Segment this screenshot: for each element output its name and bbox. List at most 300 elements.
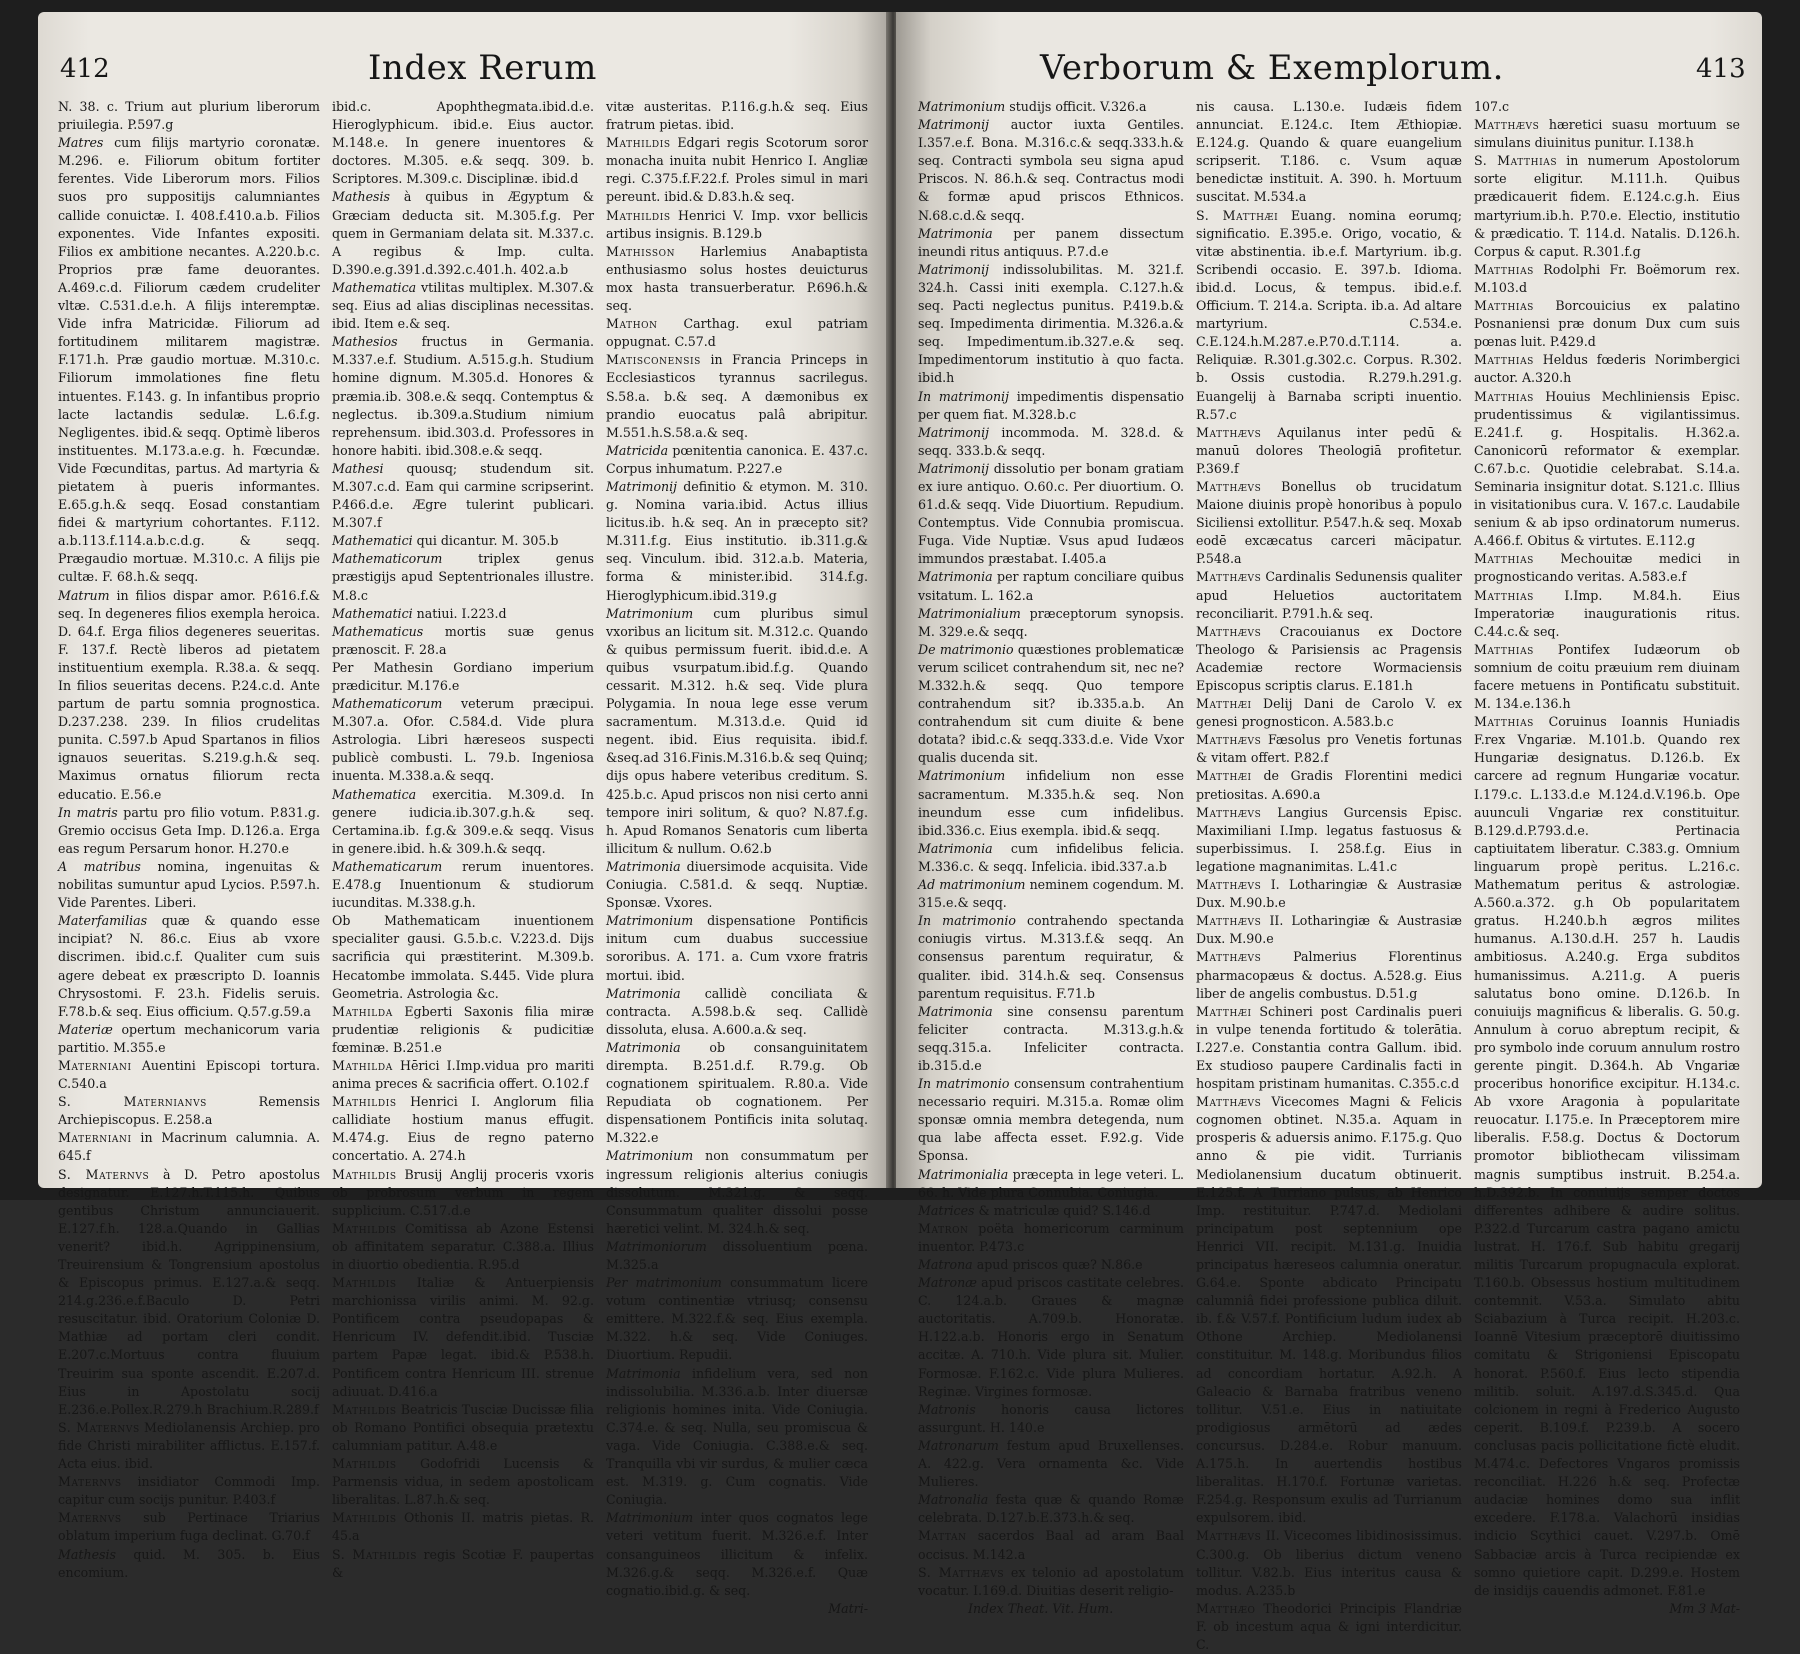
- entry-text: à D. Petro apostolus designatur. E.127.h.T.115.h. Quibus gentibus Christum annunciauerit. E.127.f.h. 128.a.Quando in Gallias venerit? ibid.h. Agrippinensium, Treuirensium & Tongrensium apostolus & Episcopus primus. E.127.a.& seqq. 214.g.236.e.f.Baculo D. Petri resuscitatur. ibid. Oratorium Coloniæ D. Mathiæ ad portam cleri condit. E.207.c.Mortuus contra fluuium Treuirim sua sponte ascendit. E.207.d. Eius in Apostolatu socij E.236.e.Pollex.R.279.h Brachium.R.289.f: [58, 1166, 320, 1417]
- entry-headword: Mathematicus: [332, 623, 424, 639]
- entry-text: Brusij Anglij proceris vxoris ob probrosum verbum in regem supplicium. C.517.d.e: [332, 1166, 594, 1218]
- entry-text: ob consanguinitatem dirempta. B.251.d.f. R.79.g. Ob cognationem spiritualem. R.80.a. Vide Repudiata ob cognationem. Per dispensationem Pontificis inita solutaq. M.322.e: [606, 1039, 868, 1146]
- index-entry: [332, 98, 594, 188]
- entry-name: S. Maternvs: [58, 1166, 150, 1182]
- index-entry: [58, 1021, 320, 1057]
- entry-headword: Matrimonia: [606, 858, 681, 874]
- index-entry: [918, 1600, 1184, 1618]
- index-entry: [332, 333, 594, 460]
- index-entry: [1196, 424, 1462, 478]
- index-entry: [58, 587, 320, 804]
- entry-text: non consummatum per ingressum religionis alterius coniugis dissolutum. M.321.g. & seqq. Consummatum qualiter dissolui posse hæretici velint. M. 324.h.& seq.: [606, 1148, 868, 1236]
- index-entry: [1474, 297, 1740, 351]
- index-entry: [58, 134, 320, 586]
- entry-name: Matthævs: [1196, 732, 1262, 748]
- entry-name: Matthævs: [1196, 877, 1262, 893]
- entry-text: Schineri post Cardinalis pueri in vulpe tenenda fortitudo & tolerātia. I.227.e. Constantia contra Gallum. ibid. Ex studioso paupere Cardinalis facti in hospitam pristinam humanitas. C.355.c.d: [1196, 1003, 1462, 1092]
- entry-headword: Matrimonia: [918, 840, 993, 856]
- entry-text: consensum contrahentium necessario requiri. M.315.a. Romæ olim sponsæ omnia membra detegenda, num qua labe affecta esset. F.92.g. Vide Sponsa.: [918, 1076, 1184, 1164]
- entry-name: Materniani: [58, 1057, 132, 1073]
- entry-text: Coruinus Ioannis Huniadis F.rex Vngariæ. M.101.b. Quando rex Hungariæ designatus. D.126.b. Ex carcere ad regnum Hungariæ vocatur. I.179.c. L.133.d.e M.124.d.V.196.b. Ope auunculi Vngariæ rex constituitur. B.129.d.P.793.d.e. Pertinacia captiuitatem liberatur. C.383.g. Omnium linguarum propè peritus. L.216.c. Mathematum peritus & astrologiæ. A.560.a.372. g.h Ob popularitatem gratus. H.240.b.h ægros milites humanus. A.130.d.H. 257 h. Laudis ambitiosus. A.240.g. Erga subditos humanissimus. A.211.g. A pueris salutatus bono omine. D.126.b. In conuiuijs magnificus & liberalis. G. 50.g. Annulum à coruo abreptum recipit, & pro symbolo inde coruum annulum rostro gerente pingit. D.364.h. Ab Vngariæ proceribus honorifice excipitur. H.134.c. Ab vxore Aragonia à popularitate reuocatur. I.175.e. In Præceptorem mire liberalis. F.58.g. Doctus & Doctorum promotor bibliothecam vilissimam magnis sumptibus instruit. B.254.a. h.D.392.b. In conuiuijs semper doctos differentes adhibere & audire solitus. P.322.d Turcarum castra pagano amictu lustrat. H. 176.f. Sub habitu gregarij militis Turcarum propugnacula explorat. T.160.b. Obsessus hostium multitudinem contemnit. V.53.a. Simulato abitu Sciabazium à Turca recipit. H.203.c. Ioannē Vitesium præceptorē diuitissimo comitatu & Strigoniensi Episcopatu honorat. P.560.f. Eius lecto stipendia militib. soluit. A.197.d.S.345.d. Qua colcionem in regni à Frederico Augusto ceperit. B.109.f. P.239.b. A socero conclusas pacis pollicitatione fictè eludit. M.474.c. Defectores Vngaros promissis reconciliat. H.226 h.& seq. Profectæ audaciæ homines domo sua inflit excedere. F.178.a. Valachorū insidias indicio Scythici cauet. V.297.b. Omē Sabbaciæ arcis à Turca recipiendæ ex somno quietiore capit. D.299.e. Hostem de insidijs cauendis admonet. F.81.e: [1474, 714, 1740, 1598]
- entry-text: infidelium vera, sed non indissolubilia. M.336.a.b. Inter diuersæ religionis homines inita. Vide Coniugia. C.374.e. & seq. Nulla, seu promiscua & vaga. Vide Coniugia. C.388.e.& seq. Tranquilla vbi vir surdus, & mulier cæca est. M.319. g. Cum cognatis. Vide Coniugia.: [606, 1365, 868, 1508]
- index-entry: [58, 1473, 320, 1509]
- index-entry: [332, 1003, 594, 1057]
- index-entry: [606, 1147, 868, 1237]
- entry-text: Beatricis Tusciæ Ducissæ filia ob Romano Pontifici obsequia prætextu calumniam patitur. A.48.e: [332, 1401, 594, 1453]
- entry-name: Matthævs: [1196, 1528, 1262, 1544]
- entry-headword: Matrimonialia: [918, 1166, 1009, 1182]
- entry-name: Matthias: [1474, 714, 1534, 730]
- entry-text: Borcouicius ex palatino Posnaniensi præ donum Dux cum suis pœnas luit. P.429.d: [1474, 298, 1740, 350]
- index-entry: [918, 876, 1184, 912]
- index-entry: [918, 1256, 1184, 1274]
- entry-text: ibid.c. Apophthegmata.ibid.d.e. Hieroglyphicum. ibid.e. Eius auctor. M.148.e. In genere inuentores & doctores. M.305. e.& seqq. 309. b. Scriptores. M.309.c. Disciplinæ. ibid.d: [332, 99, 594, 187]
- entry-name: Mathilda: [332, 1057, 393, 1073]
- entry-name: Matthævs: [1196, 623, 1262, 639]
- entry-headword: Matrum: [58, 587, 110, 603]
- entry-text: Cracouianus ex Doctore Theologo & Parisiensis ac Pragensis Academiæ rectore Wormaciensis Episcopus scriptis clarus. E.181.h: [1196, 623, 1462, 693]
- entry-text: per raptum conciliare quibus vsitatum. L. 162.a: [918, 569, 1184, 603]
- entry-text: Cardinalis Sedunensis qualiter apud Heluetios auctoritatem reconciliarit. P.791.h.& seq.: [1196, 569, 1462, 621]
- entry-text: Carthag. exul patriam oppugnat. C.57.d: [606, 316, 868, 350]
- entry-name: Matthæo: [1196, 1600, 1256, 1616]
- entry-name: Materniani: [58, 1130, 132, 1146]
- right-column-3: [1474, 98, 1740, 1616]
- entry-headword: Matrona: [918, 1257, 973, 1272]
- entry-headword: In matrimonij: [918, 388, 1009, 404]
- index-entry: [1196, 1527, 1462, 1599]
- index-entry: [918, 1003, 1184, 1075]
- entry-text: Edgari regis Scotorum soror monacha inuita nubit Henrico I. Angliæ regi. C.375.f.F.22.f. Proles simul in mari pereunt. ibid.& D.83.h.& seq.: [606, 135, 868, 205]
- entry-headword: Matronis: [918, 1401, 976, 1417]
- index-entry: [1196, 478, 1462, 568]
- entry-headword: Matrimonium: [606, 1148, 694, 1164]
- index-entry: [606, 442, 868, 478]
- index-entry: [918, 1166, 1184, 1202]
- entry-text: inter quos cognatos lege veteri vetitum fuerit. M.326.e.f. Inter consanguineos illicitum & infelix. M.326.g.& seqq. M.326.e.f. Quæ cognatio.ibid.g. & seq.: [606, 1510, 868, 1598]
- right-page-header: [896, 36, 1762, 88]
- entry-text: Comitissa ab Azone Estensi ob affinitatem separatur. C.388.a. Illius in diuortio obedientia. R.95.d: [332, 1220, 594, 1272]
- entry-headword: Materfamilias: [58, 913, 148, 929]
- entry-text: cum infidelibus felicia. M.336.c. & seqq. Infelicia. ibid.337.a.b: [918, 840, 1184, 874]
- entry-text: mortis suæ genus prænoscit. F. 28.a: [332, 623, 594, 657]
- entry-name: Matisconensis: [606, 352, 701, 368]
- entry-name: Matthæi: [1196, 768, 1252, 784]
- entry-text: exercitia. M.309.d. In genere iudicia.ib.307.g.h.& seq. Certamina.ib. f.g.& 309.e.& seqq. Visus in genere.ibid. h.& 309.h.& seqq.: [332, 786, 594, 856]
- index-entry: [332, 1455, 594, 1509]
- index-entry: [1474, 388, 1740, 551]
- index-entry: [332, 605, 594, 623]
- index-entry: [332, 659, 594, 695]
- index-entry: [918, 1220, 1184, 1256]
- entry-text: de Gradis Florentini medici pretiositas. A.690.a: [1196, 768, 1462, 802]
- index-entry: [58, 1546, 320, 1582]
- entry-name: S. Maternvs: [58, 1419, 140, 1435]
- index-entry: [1474, 261, 1740, 297]
- entry-headword: Matrimonia: [918, 225, 993, 241]
- entry-headword: Matrimonia: [918, 569, 993, 585]
- entry-name: Mathilda: [332, 1003, 393, 1019]
- entry-text: Matri-: [828, 1600, 868, 1616]
- index-entry: [918, 605, 1184, 641]
- entry-text: neminem cogendum. M. 315.e.& seqq.: [918, 877, 1184, 911]
- entry-name: Mathildis: [606, 207, 671, 223]
- index-entry: [58, 804, 320, 858]
- index-entry: [918, 1075, 1184, 1165]
- entry-headword: Mathesis: [332, 189, 390, 205]
- index-entry: [606, 1509, 868, 1599]
- entry-headword: Matronæ: [918, 1275, 978, 1291]
- entry-text: Theodorici Principis Flandriæ F. ob incestum aqua & igni interdicitur. C.: [1196, 1600, 1462, 1652]
- entry-text: Godofridi Lucensis & Parmensis vidua, in sedem apostolicam liberalitas. L.87.h.& seq.: [332, 1456, 594, 1508]
- entry-headword: Matrimoniorum: [606, 1238, 707, 1254]
- entry-text: Delij Dani de Carolo V. ex genesi prognosticon. A.583.b.c: [1196, 696, 1462, 730]
- entry-name: Matthias: [1474, 388, 1534, 404]
- entry-text: quæ & quando esse incipiat? N. 86.c. Eius ab vxore discrimen. ibid.c.f. Qualiter cum suis agere debeat ex præscripto D. Ioannis Chrysostomi. F. 23.h. Fidelis seruis. F.78.b.& seq. Eius officium. Q.57.g.59.a: [58, 913, 320, 1019]
- entry-text: infidelium non esse sacramentum. M.335.h.& seq. Non ineundum esse cum infidelibus. ibid.336.c. Eius exempla. ibid.& seqq.: [918, 768, 1184, 838]
- index-entry: [332, 1057, 594, 1093]
- entry-text: in Francia Princeps in Ecclesiasticos tyrannus sacrilegus. S.58.a. b.& seq. A dæmonibus ex prandio euocatus palâ abripitur. M.551.h.S.58.a.& seq.: [606, 352, 868, 440]
- index-entry: [58, 1419, 320, 1473]
- entry-text: Henrici I. Anglorum filia callidiate hostium manus effugit. M.474.g. Eius de regno paterno concertatio. A. 274.h: [332, 1094, 594, 1164]
- index-entry: [1474, 1600, 1740, 1618]
- entry-headword: Mathematica: [332, 786, 417, 802]
- entry-text: definitio & etymon. M. 310. g. Nomina varia.ibid. Actus illius licitus.ib. h.& seq. An in præcepto sit? M.311.f.g. Eius institutio. ib.311.g.& seq. Vinculum. ibid. 312.a.b. Materia, forma & minister.ibid. 314.f.g. Hieroglyphicum.ibid.319.g: [606, 478, 868, 603]
- entry-headword: Matrimonia: [606, 985, 681, 1001]
- index-entry: [918, 840, 1184, 876]
- entry-text: Henrici V. Imp. vxor bellicis artibus insignis. B.129.b: [606, 207, 868, 241]
- index-entry: [918, 460, 1184, 569]
- index-entry: [918, 261, 1184, 388]
- index-entry: [332, 912, 594, 1002]
- index-entry: [332, 1509, 594, 1545]
- entry-name: Mathildis: [606, 135, 671, 151]
- entry-text: rerum inuentores. E.478.g Inuentionum & studiorum iucunditas. M.338.g.h.: [332, 858, 594, 911]
- index-entry: [1196, 1093, 1462, 1527]
- index-entry: [58, 1057, 320, 1093]
- entry-headword: Per matrimonium: [606, 1275, 722, 1291]
- index-entry: [58, 1129, 320, 1165]
- index-entry: [918, 1527, 1184, 1563]
- index-entry: [1196, 767, 1462, 803]
- entry-headword: Matrimonia: [606, 1039, 681, 1055]
- entry-text: Palmerius Florentinus pharmacopæus & doctus. A.528.g. Eius liber de angelis combustus. D.51.g: [1196, 949, 1462, 1001]
- entry-headword: Matrimonialium: [918, 605, 1021, 621]
- entry-name: Matron: [918, 1220, 969, 1236]
- entry-text: Aquilanus inter pedū & manuū dolores Theologiā profitetur. P.369.f: [1196, 424, 1462, 476]
- left-column-3: [606, 98, 868, 1616]
- entry-text: contrahendo spectanda coniugis virtus. M.313.f.& seqq. An consensus parentum requiratur, & qualiter. ibid. 314.h.& seq. Consensus parentum requisitus. F.71.b: [918, 913, 1184, 1001]
- index-entry: [918, 1202, 1184, 1220]
- entry-text: I. Lotharingiæ & Austrasiæ Dux. M.90.b.e: [1196, 877, 1462, 911]
- entry-text: Ob Mathematicam inuentionem specialiter gausi. G.5.b.c. V.223.d. Dijs sacrificia qui præstiterint. M.309.b. Hecatombe immolata. S.445. Vide plura Geometria. Astrologia &c.: [332, 913, 594, 1001]
- index-entry: [1474, 641, 1740, 713]
- entry-name: S. Matthævs: [918, 1564, 1005, 1580]
- index-entry: [1196, 1003, 1462, 1093]
- entry-headword: Matrimonium: [606, 1510, 694, 1526]
- index-entry: [606, 351, 868, 441]
- entry-headword: Mathesios: [332, 334, 398, 350]
- entry-headword: A matribus: [58, 858, 141, 874]
- entry-text: Langius Gurcensis Episc. Maximiliani I.Imp. legatus fastuosus & superbissimus. I. 258.f.g. Eius in legatione magnanimitas. L.41.c: [1196, 804, 1462, 874]
- entry-text: honoris causa lictores assurgunt. H. 140.e: [918, 1401, 1184, 1435]
- entry-text: qui dicantur. M. 305.b: [416, 533, 559, 549]
- entry-headword: Matrimonia: [918, 1003, 993, 1019]
- entry-text: auctor iuxta Gentiles. I.357.e.f. Bona. M.316.c.& seqq.333.h.& seq. Contracti symbola seu signa apud Priscos. N. 86.h.& seq. Contractus modi & formæ apud priscos Ethnicos. N.68.c.d.& seqq.: [918, 117, 1184, 223]
- entry-text: in Macrinum calumnia. A. 645.f: [58, 1130, 320, 1164]
- entry-text: cum pluribus simul vxoribus an licitum sit. M.312.c. Quando & quibus permissum fuerit. ibid.d.e. A quibus vsurpatum.ibid.f.g. Quando cessarit. M.312. h.& seq. Vide plura Polygamia. In noua lege esse verum sacramentum. M.313.d.e. Quid id negent. ibid. Eius requisita. ibid.f. &seq.ad 316.Finis.M.316.b.& seq Quinq; dijs opus habere veteribus creditum. S. 425.b.c. Apud priscos non nisi certo anni tempore iniri solitum, & quo? N.87.f.g. h. Apud Romanos Senatoris cum liberta illicitum & nullum. O.62.b: [606, 605, 868, 856]
- entry-headword: Ad matrimonium: [918, 877, 1026, 893]
- index-entry: [606, 1238, 868, 1274]
- entry-text: Per Mathesin Gordiano imperium prædicitur. M.176.e: [332, 659, 594, 693]
- index-entry: [918, 424, 1184, 460]
- entry-headword: Matrimonium: [606, 605, 694, 621]
- entry-text: dispensatione Pontificis initum cum duabus successiue sororibus. A. 171. a. Cum vxore fratris mortui. ibid.: [606, 913, 868, 983]
- index-entry: [606, 1600, 868, 1618]
- entry-text: diuersimode acquisita. Vide Coniugia. C.581.d. & seqq. Nuptiæ. Sponsæ. Vxores.: [606, 858, 868, 911]
- index-entry: [918, 912, 1184, 1002]
- index-entry: [918, 568, 1184, 604]
- left-column-1: [58, 98, 320, 1580]
- entry-text: triplex genus præstigijs apud Septentrionales illustre. M.8.c: [332, 551, 594, 603]
- entry-text: II. Vicecomes libidinosissimus. C.300.g. Ob liberius dictum veneno tollitur. V.82.b. Eius interitus causa & modus. A.235.b: [1196, 1528, 1462, 1598]
- entry-text: Remensis Archiepiscopus. E.258.a: [58, 1094, 320, 1128]
- index-entry: [606, 243, 868, 315]
- right-page-number: 413: [1696, 54, 1746, 84]
- index-entry: [606, 98, 868, 134]
- entry-name: Matthias: [1474, 587, 1534, 603]
- entry-headword: Matronarum: [918, 1437, 999, 1453]
- index-entry: [58, 1166, 320, 1419]
- entry-headword: Matrimonium: [918, 768, 1006, 784]
- entry-headword: Matres: [58, 135, 104, 151]
- entry-name: Mattan: [918, 1528, 967, 1544]
- entry-text: I.Imp. M.84.h. Eius Imperatoriæ inaugurationis ritus. C.44.c.& seq.: [1474, 587, 1740, 639]
- entry-text: opertum mechanicorum varia partitio. M.355.e: [58, 1021, 320, 1055]
- entry-text: Harlemius Anabaptista enthusiasmo solus hostes deuicturus mox hasta transuerberatur. P.696.h.& seq.: [606, 243, 868, 314]
- entry-headword: Matrimonij: [918, 261, 990, 277]
- index-entry: [1196, 568, 1462, 622]
- entry-name: Matthævs: [1196, 1094, 1262, 1110]
- index-entry: [1196, 98, 1462, 207]
- index-entry: [58, 98, 320, 134]
- entry-text: Auentini Episcopi tortura. C.540.a: [58, 1057, 320, 1092]
- index-entry: [1474, 351, 1740, 387]
- entry-text: dissolutio per bonam gratiam ex iure antiquo. O.60.c. Per diuortium. O. 61.d.& seqq. Vide Diuortium. Repudium. Contemptus. Vide Connubia promiscua. Fuga. Vide Nuptiæ. Vsus apud Iudæos immundos præstabat. I.405.a: [918, 460, 1184, 567]
- entry-text: Othonis II. matris pietas. R. 45.a: [332, 1510, 594, 1544]
- entry-headword: Matrimonium: [918, 99, 1006, 114]
- index-entry: [1196, 948, 1462, 1002]
- index-entry: [332, 550, 594, 604]
- index-entry: [918, 1274, 1184, 1401]
- entry-name: S. Matthæi: [1196, 207, 1279, 223]
- entry-name: Matthias: [1474, 298, 1534, 314]
- index-entry: [606, 1365, 868, 1510]
- entry-headword: In matris: [58, 804, 118, 820]
- right-page: [896, 12, 1762, 1652]
- entry-name: Mathon: [606, 316, 658, 332]
- entry-name: Mathildis: [332, 1166, 397, 1182]
- index-entry: [332, 858, 594, 912]
- entry-headword: In matrimonio: [918, 1076, 1010, 1092]
- index-entry: [332, 1093, 594, 1165]
- entry-headword: Matrimonij: [606, 478, 678, 494]
- entry-text: Italiæ & Antuerpiensis marchionissa virilis animi. M. 92.g. Pontificem contra pseudopapas & Henricum IV. defendit.ibid. Tusciæ partem Papæ legat. ibid.& P.538.h. Pontificem contra Henricum III. strenue adiuuat. D.416.a: [332, 1275, 594, 1399]
- index-entry: [1474, 98, 1740, 116]
- index-entry: [58, 912, 320, 1021]
- entry-text: Rodolphi Fr. Boëmorum rex. M.103.d: [1474, 261, 1740, 295]
- entry-text: sub Pertinace Triarius oblatum imperium fuga declinat. G.70.f: [58, 1510, 320, 1544]
- entry-name: Matthias: [1474, 352, 1534, 368]
- entry-text: regis Scotiæ F. paupertas &: [332, 1546, 594, 1580]
- entry-text: indissolubilitas. M. 321.f. 324.h. Cassi initi exempla. C.127.h.& seq. Pacti neglectus punitus. P.419.b.& seq. Impedimenta dirimentia. M.326.a.& seq. Impedimentum.ib.327.e.& seq. Impedimentorum institutio à quo facta. ibid.h: [918, 261, 1184, 386]
- index-entry: [1196, 1600, 1462, 1654]
- entry-headword: Mathematica: [332, 279, 417, 295]
- right-column-1: [918, 98, 1185, 1616]
- index-entry: [918, 1491, 1184, 1527]
- index-entry: [918, 767, 1184, 839]
- entry-text: sacerdos Baal ad aram Baal occisus. M.142.a: [918, 1528, 1184, 1562]
- index-entry: [606, 315, 868, 351]
- entry-text: dissoluentium pœna. M.325.a: [606, 1238, 868, 1272]
- index-entry: [332, 532, 594, 550]
- index-entry: [918, 1401, 1184, 1437]
- entry-text: Mm 3 Mat-: [1669, 1600, 1740, 1616]
- entry-name: S. Mathildis: [332, 1546, 418, 1562]
- entry-text: vtilitas multiplex. M.307.& seq. Eius ad alias disciplinas necessitas. ibid. Item e.& seq.: [332, 279, 594, 332]
- entry-headword: Matrimonia: [606, 1365, 681, 1381]
- entry-name: Matthias: [1474, 261, 1534, 277]
- left-page-title: Index Rerum: [368, 48, 597, 88]
- index-entry: [332, 1220, 594, 1274]
- entry-headword: Mathesi: [332, 460, 384, 476]
- index-entry: [1196, 804, 1462, 876]
- index-entry: [1474, 587, 1740, 641]
- index-entry: [332, 1546, 594, 1582]
- entry-name: Maternvs: [58, 1510, 122, 1526]
- index-entry: [58, 858, 320, 912]
- entry-name: Matthævs: [1196, 913, 1262, 929]
- index-entry: [606, 207, 868, 243]
- entry-headword: Mathematici: [332, 533, 413, 549]
- entry-headword: Matrimonij: [918, 117, 990, 133]
- entry-text: Mediolanensis Archiep. pro fide Christi mirabiliter afflictus. E.157.f. Acta eius. ibid.: [58, 1419, 320, 1472]
- entry-text: sine consensu parentum feliciter contracta. M.313.g.h.& seqq.315.a. Infeliciter contracta. ib.315.d.e: [918, 1003, 1184, 1073]
- index-entry: [1196, 876, 1462, 912]
- index-entry: [332, 1166, 594, 1220]
- entry-name: S. Matthias: [1474, 153, 1558, 169]
- entry-text: nomina, ingenuitas & nobilitas sumuntur apud Lycios. P.597.h. Vide Parentes. Liberi.: [58, 858, 320, 911]
- index-entry: [332, 1401, 594, 1455]
- left-page-header: [38, 36, 890, 88]
- entry-text: fructus in Germania. M.337.e.f. Studium. A.515.g.h. Studium homine dignum. M.305.d. Honores & præmia.ib. 308.e.& seqq. Contemptus & neglectus. ib.309.a.Studium nimium reprehensum. ibid.303.d. Professores in honore habiti. ibid.308.e.& seqq.: [332, 334, 594, 458]
- entry-headword: Matrimonium: [606, 913, 694, 929]
- index-entry: [332, 623, 594, 659]
- index-entry: [918, 225, 1184, 261]
- entry-name: Matthævs: [1196, 949, 1262, 965]
- entry-text: Vicecomes Magni & Felicis cognomen obtinet. N.35.a. Aquam in prosperis & aduersis animo. F.175.g. Quo anno & pie vidit. Turrianis Mediolanensium ducatum obtinuerit. E.125.f. A Turriano pulsus, ab Henrico Imp. restituitur. P.747.d. Mediolani principatum post septennium ope Henrici VII. recipit. M.131.g. Inuidia principatus hæreseos calumnia oneratur. G.64.e. Sponte abdicato Principatu calumniâ fidei professione publica diluit. ib. f.& V.57.f. Pontificium ludum iudex ab Othone Archiep. Mediolanensi constituitur. M. 148.g. Moribundus filios ad concordiam hortatur. A.92.h. A Galeacio & Barnaba fratribus veneno tollitur. V.51.e. Eius in natiuitate prodigiosus armētorū ad ædes concursus. D.284.e. Robur manuum. A.175.h. In auertendis hostibus liberalitas. H.170.f. Fortunæ varietas. F.254.g. Responsum exulis ad Turrianum expulsorem. ibid.: [1196, 1094, 1462, 1526]
- right-page-title: Verborum & Exemplorum.: [1040, 48, 1504, 88]
- entry-text: Hērici I.Imp.vidua pro mariti anima preces & sacrificia offert. O.102.f: [332, 1057, 594, 1092]
- index-entry: [918, 1437, 1184, 1491]
- entry-text: & matriculæ quid? S.146.d: [978, 1202, 1151, 1218]
- entry-headword: Materiæ: [58, 1021, 113, 1037]
- index-entry: [1196, 912, 1462, 948]
- index-entry: [58, 1093, 320, 1129]
- index-entry: [1196, 207, 1462, 424]
- index-entry: [58, 1509, 320, 1545]
- index-entry: [1196, 695, 1462, 731]
- left-column-2: [332, 98, 594, 1580]
- entry-headword: Mathematici: [332, 605, 413, 621]
- entry-name: Mathildis: [332, 1401, 397, 1417]
- entry-name: Mathildis: [332, 1275, 397, 1291]
- entry-text: hæretici suasu mortuum se simulans diuinitus punitur. I.138.h: [1474, 117, 1740, 151]
- entry-text: II. Lotharingiæ & Austrasiæ Dux. M.90.e: [1196, 913, 1462, 947]
- index-entry: [1196, 731, 1462, 767]
- entry-headword: Mathematicarum: [332, 858, 443, 874]
- entry-text: 107.c: [1474, 99, 1510, 114]
- entry-headword: Matrimonij: [918, 424, 990, 440]
- entry-text: N. 38. c. Trium aut plurium liberorum priuilegia. P.597.g: [58, 99, 320, 133]
- entry-text: per panem dissectum ineundi ritus antiquus. P.7.d.e: [918, 225, 1184, 259]
- entry-headword: Matrices: [918, 1202, 975, 1218]
- entry-text: incommoda. M. 328.d. & seqq. 333.b.& seqq.: [918, 424, 1184, 458]
- index-entry: [1196, 623, 1462, 695]
- entry-name: Maternvs: [58, 1474, 122, 1490]
- entry-text: in filios dispar amor. P.616.f.& seq. In degeneres filios exempla heroica. D. 64.f. Erga filios degeneres seueritas. F. 137.f. Rectè liberos ad pietatem instituentium exempla. R.38.a. & seqq. In filios seueritas decens. P.24.c.d. Ante partum de partu somnia prognostica. D.237.238. 239. In filios crudelitas punita. C.597.b Apud Spartanos in filios ignauos seueritas. S.219.g.h.& seq. Maximus ornatus filiorum recta educatio. E.56.e: [58, 587, 320, 802]
- index-entry: [606, 605, 868, 858]
- entry-name: Matthias: [1474, 641, 1534, 657]
- entry-text: cum filijs martyrio coronatæ. M.296. e. Filiorum obitum fortiter ferentes. Vide Liberorum mors. Filios suos pro suppositijs calumniantes callide conuictæ. I. 408.f.410.a.b. Filios exponentes. Vide Infantes expositi. Filios ex ambitione necantes. A.220.b.c. Proprios præ fame deuorantes. A.469.c.d. Filiorum cædem crudeliter vltæ. C.531.d.e.h. A filijs interemptæ. Vide infra Matricidæ. Filiorum ad fortitudinem militarem magistræ. F.171.h. Præ gaudio mortuæ. M.310.c. Filiorum immolationes fine fletu intuentes. F.143. g. In infantibus proprio lacte lactandis sedulæ. L.6.f.g. Negligentes. ibid.& seqq. Optimè liberos instituentes. M.173.a.e.g. h. Fœcundæ. Vide Fœcunditas, partus. Ad martyria & pietatem à pueris informantes. E.65.g.h.& seqq. Eosad constantiam fidei & martyrium cohortantes. F.112. a.b.113.f.114.a.b.c.d.g. & seqq. Prægaudio mortuæ. M.310.c. A filijs pie cultæ. F. 68.h.& seqq.: [58, 135, 320, 585]
- entry-text: consummatum licere votum continentiæ vtriusq; consensu emittere. M.322.f.& seq. Eius exempla. M.322. h.& seq. Vide Coniuges. Diuortium. Repudii.: [606, 1275, 868, 1363]
- entry-name: Mathisson: [606, 243, 676, 259]
- entry-text: partu pro filio votum. P.831.g. Gremio occisus Geta Imp. D.126.a. Erga eas regum Persarum honor. H.270.e: [58, 804, 320, 856]
- entry-text: veterum præcipui. M.307.a. Ofor. C.584.d. Vide plura Astrologia. Libri hæreseos suspecti publicè combusti. L. 79.b. Ingeniosa inuenta. M.338.a.& seqq.: [332, 696, 594, 784]
- entry-text: præcepta in lege veteri. L. 66. h. Vide plura Connubia. Coniugia.: [918, 1166, 1184, 1200]
- entry-name: Matthæi: [1196, 696, 1252, 712]
- entry-text: Heldus fœderis Norimbergici auctor. A.320.h: [1474, 352, 1740, 386]
- entry-text: Pontifex Iudæorum ob somnium de coitu præuium rem diuinam facere metuens in Pontificatu substituit. M. 134.e.136.h: [1474, 641, 1740, 712]
- entry-name: Matthævs: [1196, 478, 1262, 494]
- entry-headword: Matrimonij: [918, 460, 990, 476]
- entry-text: festum apud Bruxellenses. A. 422.g. Vera ornamenta &c. Vide Mulieres.: [918, 1437, 1184, 1490]
- index-entry: [332, 1274, 594, 1401]
- entry-headword: De matrimonio: [918, 641, 1014, 657]
- index-entry: [918, 388, 1184, 424]
- entry-text: Index Theat. Vit. Hum.: [968, 1600, 1114, 1616]
- index-entry: [1474, 713, 1740, 1600]
- entry-name: Matthævs: [1196, 804, 1262, 820]
- entry-name: Matthævs: [1196, 424, 1262, 440]
- entry-headword: In matrimonio: [918, 913, 1016, 929]
- entry-text: vitæ austeritas. P.116.g.h.& seq. Eius fratrum pietas. ibid.: [606, 99, 868, 133]
- entry-text: Egberti Saxonis filia miræ prudentiæ religionis & pudicitiæ fœminæ. B.251.e: [332, 1003, 594, 1055]
- entry-name: Matthævs: [1196, 569, 1262, 585]
- entry-name: Mathildis: [332, 1220, 397, 1236]
- left-page: [38, 12, 890, 1616]
- entry-name: Matthias: [1474, 551, 1534, 567]
- index-entry: [1474, 550, 1740, 586]
- entry-text: quid. M. 305. b. Eius encomium.: [58, 1546, 320, 1580]
- index-entry: [1474, 116, 1740, 152]
- index-entry: [606, 478, 868, 605]
- left-page-number: 412: [60, 54, 110, 84]
- index-entry: [606, 1039, 868, 1148]
- right-column-2: [1196, 98, 1462, 1652]
- index-entry: [918, 641, 1184, 768]
- index-entry: [332, 460, 594, 532]
